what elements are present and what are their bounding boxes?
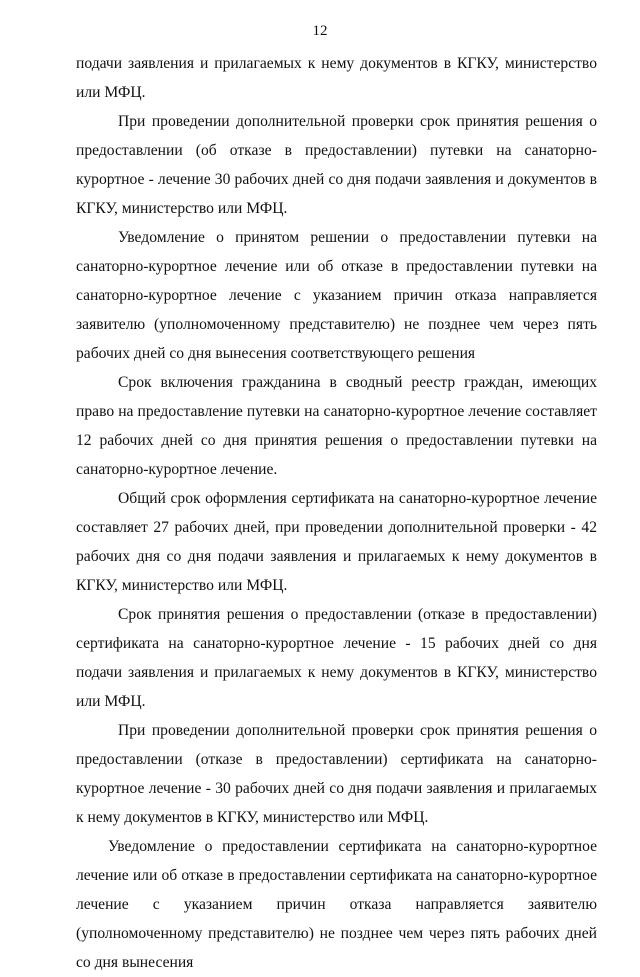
paragraph-certificate-decision-term: Срок принятия решения о предоставлении (отказе в предоставлении) сертификата на санаторно-курортное лечение - 15 рабочих дней со дня подачи заявления и прилагаемых к нему документов в КГКУ, министерство или МФЦ.	[76, 606, 597, 710]
paragraph-continuation: подачи заявления и прилагаемых к нему документов в КГКУ, министерство или МФЦ.	[76, 55, 597, 101]
page-number: 12	[312, 23, 328, 39]
paragraph-certificate-notification: Уведомление о предоставлении сертификата на санаторно-курортное лечение или об отказе в предоставлении сертификата на санаторно-курортное лечение с указанием причин отказа направляется заявителю (уполномоченному представителю) не позднее чем через пять рабочих дней со дня вынесения	[76, 838, 597, 971]
paragraph-registry-inclusion: Срок включения гражданина в сводный реестр граждан, имеющих право на предоставление путевки на санаторно-курортное лечение составляет 12 рабочих дней со дня принятия решения о предоставлении путевки на санаторно-курортное лечение.	[76, 374, 597, 478]
paragraph-voucher-notification: Уведомление о принятом решении о предоставлении путевки на санаторно-курортное лечение или об отказе в предоставлении путевки на санаторно-курортное лечение с указанием причин отказа направляется заявителю (уполномоченному представителю) не позднее чем через пять рабочих дней со дня вынесения соответствующего решения	[76, 229, 597, 362]
paragraph-certificate-total-term: Общий срок оформления сертификата на санаторно-курортное лечение составляет 27 рабочих дней, при проведении дополнительной проверки - 42 рабочих дня со дня подачи заявления и прилагаемых к нему документов в КГКУ, министерство или МФЦ.	[76, 490, 597, 594]
paragraph-additional-check-voucher: При проведении дополнительной проверки срок принятия решения о предоставлении (об отказе в предоставлении) путевки на санаторно-курортное - лечение 30 рабочих дней со дня подачи заявления и документов в КГКУ, министерство или МФЦ.	[76, 113, 597, 217]
document-body	[76, 49, 597, 977]
paragraph-certificate-additional-check: При проведении дополнительной проверки срок принятия решения о предоставлении (отказе в предоставлении) сертификата на санаторно-курортное лечение - 30 рабочих дней со дня подачи заявления и прилагаемых к нему документов в КГКУ, министерство или МФЦ.	[76, 722, 597, 826]
